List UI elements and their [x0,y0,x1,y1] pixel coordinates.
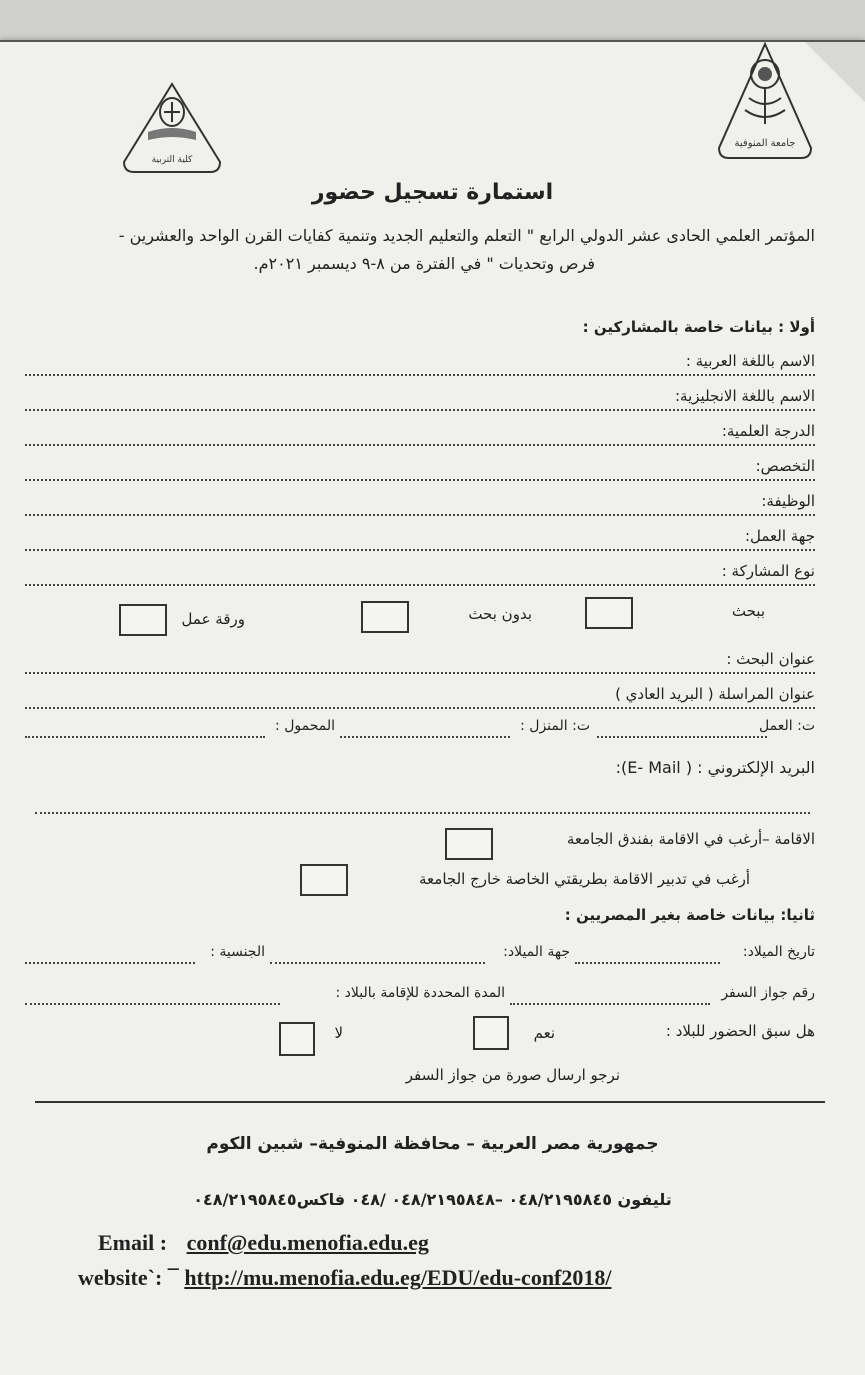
option-with-research-label: ببحث [731,602,765,620]
visited-no-label: لا [334,1024,343,1042]
stay-period-label: المدة المحددة للإقامة بالبلاد : [335,985,505,1001]
field-label: نوع المشاركة : [718,562,815,580]
phone-mobile-input[interactable] [25,736,265,738]
passport-label: رقم جواز السفر [721,985,815,1001]
footer-email-row [98,1230,429,1256]
field-job[interactable] [25,490,815,520]
faculty-logo [120,80,225,180]
field-label: الاسم باللغة العربية : [682,352,815,370]
visited-yes-label: نعم [533,1024,555,1042]
checkbox-without-research[interactable] [361,601,409,633]
email-input[interactable] [35,812,810,814]
phones-row [25,718,815,744]
checkbox-visited-yes[interactable] [473,1016,509,1050]
phone-home-label: ت: المنزل : [520,718,590,734]
option-without-research-label: بدون بحث [468,605,532,623]
nationality-input[interactable] [25,962,195,964]
passport-input[interactable] [510,1003,710,1005]
field-research-title[interactable] [25,648,815,678]
section-participants-heading: أولا : بيانات خاصة بالمشاركين : [582,318,815,336]
visited-question: هل سبق الحضور للبلاد : [665,1022,815,1040]
field-degree[interactable] [25,420,815,450]
phone-work-label: ت: العمل [759,718,815,734]
field-label: الوظيفة: [757,492,815,510]
field-label: عنوان البحث : [722,650,815,668]
phone-mobile-label: المحمول : [275,718,335,734]
website-link[interactable]: http://mu.menofia.edu.eg/EDU/edu-conf2018/ [184,1265,612,1290]
birth-date-label: تاريخ الميلاد: [742,944,815,960]
phone-work-input[interactable] [597,736,767,738]
checkbox-visited-no[interactable] [279,1022,315,1056]
field-name-arabic[interactable] [25,350,815,380]
svg-text:جامعة المنوفية: جامعة المنوفية [734,138,796,149]
footer-divider [35,1101,825,1103]
field-name-english[interactable] [25,385,815,415]
email-label: البريد الإلكتروني : ( E- Mail): [615,758,815,777]
accommodation-option-2-label: أرغب في تدبير الاقامة بطريقتي الخاصة خارج الجامعة [419,870,750,888]
footer-address: جمهورية مصر العربية – محافظة المنوفية– شبين الكوم [206,1134,659,1154]
field-label: الدرجة العلمية: [718,422,815,440]
checkbox-with-research[interactable] [585,597,633,629]
field-mail-address[interactable] [25,683,815,713]
field-label: الاسم باللغة الانجليزية: [671,387,815,405]
university-logo [715,40,815,170]
footer-phone: تليفون ٠٤٨/٢١٩٥٨٤٥ –٠٤٨/٢١٩٥٨٤٨ /٠٤٨ فاكس٠٤٨/٢١٩٥٨٤٥ [193,1190,672,1209]
field-participation-type[interactable] [25,560,815,590]
field-employer[interactable] [25,525,815,555]
email-footer-label: Email : [98,1230,168,1255]
birth-row [25,944,815,970]
birth-place-input[interactable] [270,962,485,964]
website-label: website`: ¯ [78,1265,179,1290]
intro-line-2: فرص وتحديات " في الفترة من ٨-٩ ديسمبر ٢٠٢١م. [253,254,595,273]
accommodation-option-1-label: الاقامة –أرغب في الاقامة بفندق الجامعة [566,830,815,848]
birth-place-label: جهة الميلاد: [503,944,570,960]
passport-row [25,985,815,1011]
svg-text:كلية التربية: كلية التربية [151,155,193,165]
checkbox-workshop[interactable] [119,604,167,636]
footer-website-row [78,1265,612,1291]
intro-line-1: المؤتمر العلمي الحادى عشر الدولي الرابع " التعلم والتعليم الجديد وتنمية كفايات القرن الواحد والعشرين - [118,226,815,245]
field-label: جهة العمل: [741,527,815,545]
stay-period-input[interactable] [25,1003,280,1005]
conference-intro [45,222,815,278]
form-title: استمارة تسجيل حضور [311,180,554,205]
field-specialization[interactable] [25,455,815,485]
passport-note: نرجو ارسال صورة من جواز السفر [405,1066,620,1084]
checkbox-university-hotel[interactable] [445,828,493,860]
section-foreigners-heading: ثانيا: بيانات خاصة بغير المصريين : [564,906,815,924]
option-workshop-label: ورقة عمل [181,610,245,628]
nationality-label: الجنسية : [210,944,265,960]
checkbox-own-accommodation[interactable] [300,864,348,896]
email-link[interactable]: conf@edu.menofia.edu.eg [186,1230,429,1255]
birth-date-input[interactable] [575,962,720,964]
field-label: عنوان المراسلة ( البريد العادي ) [611,685,815,703]
field-label: التخصص: [752,457,815,475]
phone-home-input[interactable] [340,736,510,738]
